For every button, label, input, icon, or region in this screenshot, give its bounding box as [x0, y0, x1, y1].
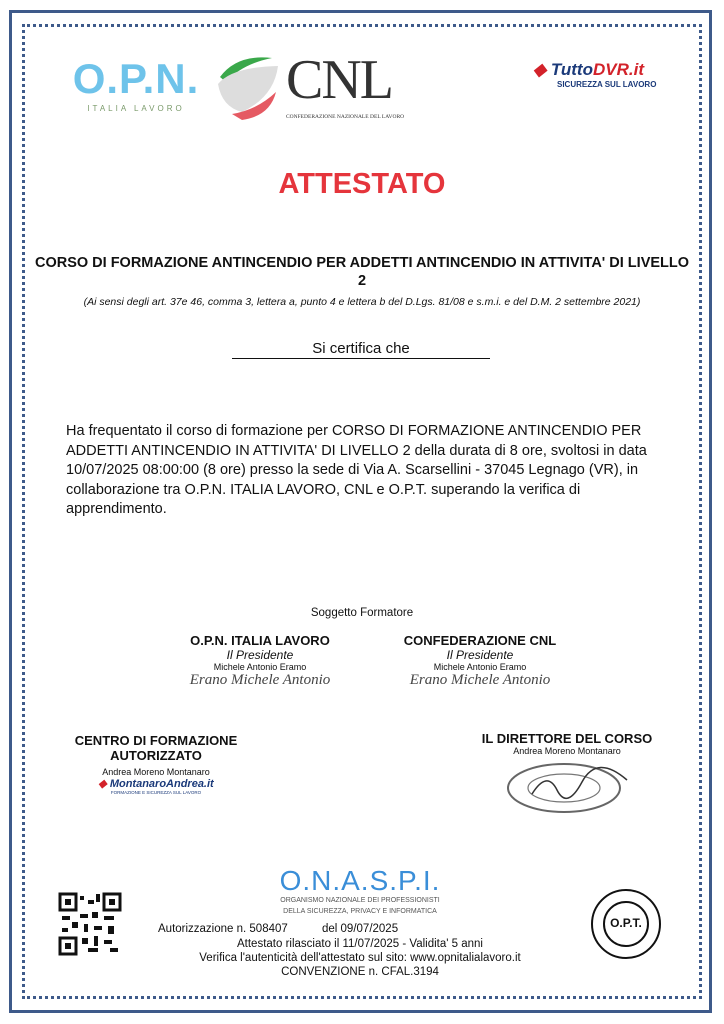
stamp-signature-icon	[502, 760, 632, 816]
signatory-cnl	[390, 633, 570, 689]
authorization-number: Autorizzazione n. 508407	[158, 923, 288, 935]
centro-formazione	[56, 733, 256, 795]
shield-icon: ◆	[533, 60, 547, 79]
signatory-org: CONFEDERAZIONE CNL	[403, 633, 557, 648]
signatory-role: Il Presidente	[446, 648, 514, 662]
signatory-name: Michele Antonio Eramo	[433, 662, 527, 672]
body-text: Ha frequentato il corso di formazione per CORSO DI FORMAZIONE ANTINCENDIO PER ADDETTI ANTINCENDIO IN ATTIVITA' DI LIVELLO 2 della durata di 8 ore, svoltosi in data 10/07/2025 08:00:00 (8 ore) presso la sede di Via A. Scarsellini - 37045 Legnago (VR), in collaborazione tra O.P.N. ITALIA LAVORO, CNL e O.P.T. superando la verifica di apprendimento.	[66, 423, 647, 517]
onaspi-logo-text: O.N.A.S.P.I.	[279, 865, 441, 896]
montanaro-logo-text: MontanaroAndrea.it	[109, 778, 214, 790]
tuttodvr-logo	[533, 60, 656, 90]
signatory-opn	[170, 633, 350, 689]
opn-logo-sub: ITALIA LAVORO	[87, 104, 185, 113]
opn-logo-text: O.P.N.	[72, 55, 200, 102]
issued-validity: Attestato rilasciato il 11/07/2025 - Validita' 5 anni	[237, 938, 483, 950]
qr-code	[58, 892, 122, 961]
centro-name: Andrea Moreno Montanaro	[102, 767, 210, 777]
signature-image: Erano Michele Antonio	[409, 672, 551, 688]
centro-title-2: AUTORIZZATO	[110, 748, 202, 763]
signatory-name: Michele Antonio Eramo	[213, 662, 307, 672]
opt-stamp	[590, 888, 662, 960]
signatory-org: O.P.N. ITALIA LAVORO	[190, 633, 330, 648]
direttore-title: IL DIRETTORE DEL CORSO	[481, 731, 653, 746]
cnl-logo-text: CNL	[286, 49, 392, 111]
certificate-title: ATTESTATO	[278, 168, 446, 200]
soggetto-formatore: Soggetto Formatore	[310, 607, 414, 619]
direttore-name: Andrea Moreno Montanaro	[513, 746, 621, 756]
tuttodvr-b: DVR.it	[592, 60, 644, 79]
cnl-globe-icon	[212, 52, 282, 122]
cnl-logo-sub: CONFEDERAZIONE NAZIONALE DEL LAVORO	[286, 114, 405, 120]
montanaro-logo-sub: FORMAZIONE E SICUREZZA SUL LAVORO	[110, 790, 202, 795]
certify-line: Si certifica che	[232, 340, 490, 359]
signatory-role: Il Presidente	[226, 648, 294, 662]
direttore-corso	[460, 731, 674, 821]
opn-logo	[66, 56, 206, 132]
cnl-logo	[212, 49, 422, 124]
signature-image: Erano Michele Antonio	[189, 672, 331, 688]
onaspi-sub2: DELLA SICUREZZA, PRIVACY E INFORMATICA	[283, 908, 437, 915]
onaspi-sub1: ORGANISMO NAZIONALE DEI PROFESSIONISTI	[280, 897, 440, 904]
onaspi-logo	[250, 866, 470, 916]
convention-number: CONVENZIONE n. CFAL.3194	[281, 966, 439, 978]
course-title: CORSO DI FORMAZIONE ANTINCENDIO PER ADDETTI ANTINCENDIO IN ATTIVITA' DI LIVELLO 2	[34, 255, 690, 289]
verify-text: Verifica l'autenticità dell'attestato sul sito: www.opnitalialavoro.it	[199, 952, 521, 964]
centro-title-1: CENTRO DI FORMAZIONE	[74, 733, 238, 748]
authorization-date: del 09/07/2025	[322, 923, 399, 935]
law-reference: (Ai sensi degli art. 37e 46, comma 3, lettera a, punto 4 e lettera b del D.Lgs. 81/08 e s.m.i. e del D.M. 2 settembre 2021)	[83, 296, 641, 308]
tuttodvr-a: Tutto	[550, 60, 593, 79]
shield-icon: ◆	[98, 778, 107, 790]
tuttodvr-sub: SICUREZZA SUL LAVORO	[557, 80, 657, 89]
montanaro-logo	[56, 777, 256, 790]
opt-stamp-text: O.P.T.	[610, 916, 642, 930]
